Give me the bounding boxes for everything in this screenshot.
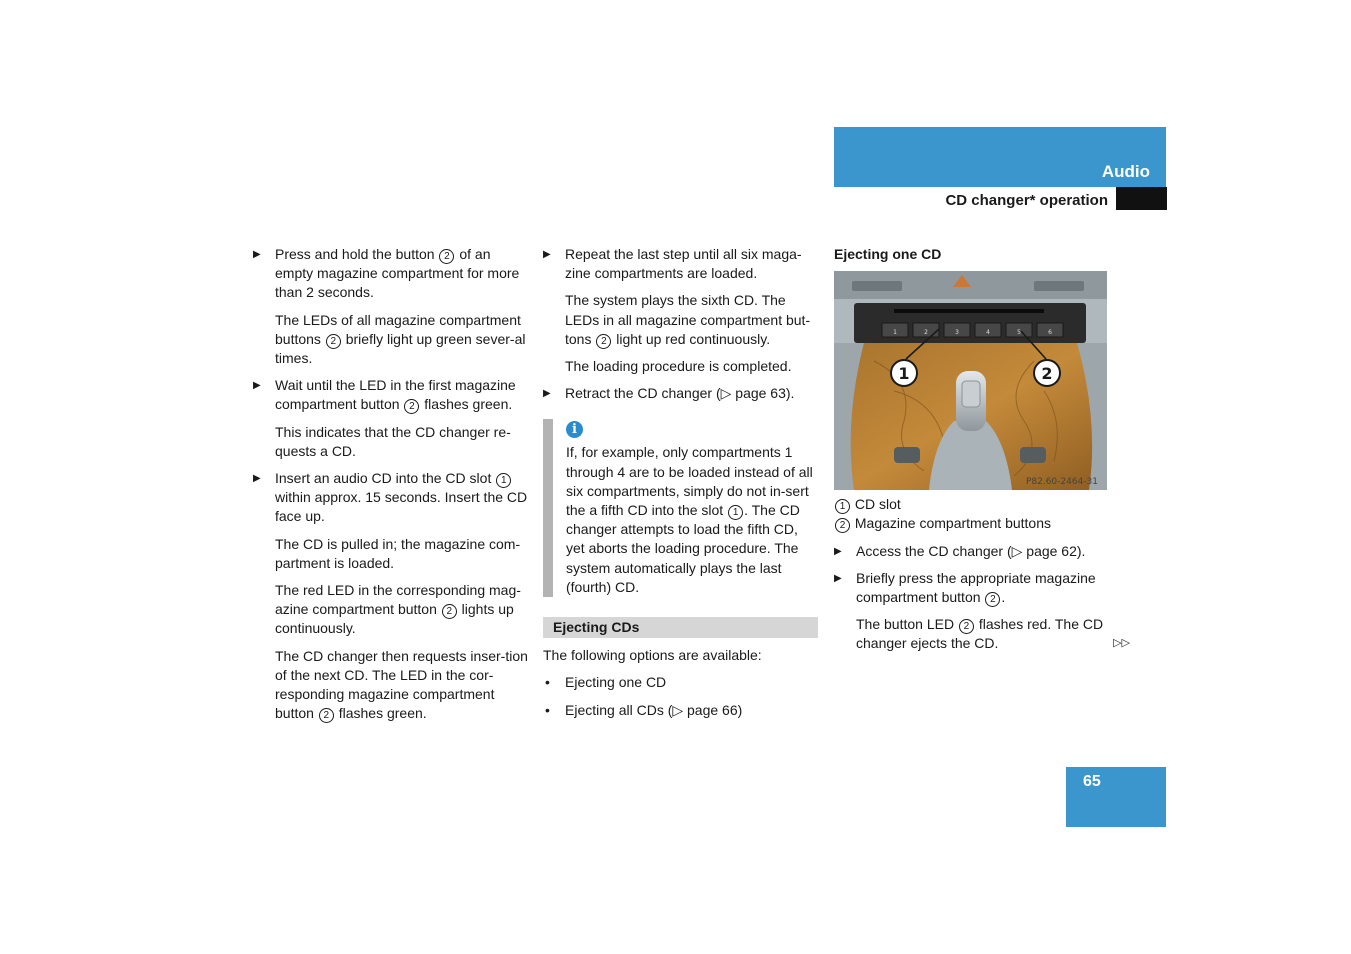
button-number-label: 6 bbox=[1048, 329, 1052, 337]
arrow-bullet-icon: ▶ bbox=[253, 473, 261, 485]
step-repeat: ▶ Repeat the last step until all six maga-zine compartments are loaded. bbox=[543, 246, 802, 282]
svg-text:2: 2 bbox=[1041, 364, 1053, 384]
cd-changer-illustration bbox=[834, 271, 1107, 490]
chapter-title: Audio bbox=[1101, 161, 1150, 181]
section-marker bbox=[1116, 187, 1167, 210]
list-item: • Ejecting all CDs (▷ page 66) bbox=[543, 701, 818, 720]
section-heading-ejecting: Ejecting CDs bbox=[543, 617, 818, 638]
button-number-label: 4 bbox=[986, 329, 990, 337]
callout-number: 2 bbox=[959, 619, 974, 634]
callout-number: 1 bbox=[496, 473, 511, 488]
paragraph: The red LED in the corresponding mag-azine compartment button 2 lights up continuously. bbox=[275, 582, 521, 637]
callout-number: 1 bbox=[835, 499, 850, 514]
arrow-bullet-icon: ▶ bbox=[543, 388, 551, 400]
callout-number: 1 bbox=[728, 505, 743, 520]
cd-changer-photo bbox=[834, 271, 1107, 490]
photo-code: P82.60-2464-31 bbox=[1025, 477, 1098, 488]
arrow-bullet-icon: ▶ bbox=[834, 545, 842, 557]
callout-number: 2 bbox=[439, 249, 454, 264]
info-box bbox=[543, 419, 818, 597]
callout-number: 2 bbox=[835, 518, 850, 533]
button-number-label: 5 bbox=[1017, 329, 1021, 337]
arrow-bullet-icon: ▶ bbox=[253, 380, 261, 392]
callout-number: 2 bbox=[319, 708, 334, 723]
paragraph: The system plays the sixth CD. The LEDs in all magazine compartment but-tons 2 light up red continuously. bbox=[565, 292, 811, 347]
button-number-label: 2 bbox=[924, 329, 928, 337]
info-icon: i bbox=[566, 421, 583, 438]
callout-number: 2 bbox=[596, 334, 611, 349]
intro-text: The following options are available: bbox=[543, 647, 762, 664]
column-middle bbox=[543, 245, 818, 728]
subheading-eject-one: Ejecting one CD bbox=[834, 246, 942, 262]
step-press-hold: ▶ Press and hold the button 2 of an empty magazine compartment for more than 2 seconds. bbox=[253, 246, 520, 301]
continue-arrow-icon: ▷▷ bbox=[1113, 637, 1130, 650]
paragraph: The CD is pulled in; the magazine com-partment is loaded. bbox=[275, 535, 521, 571]
legend-item: 1 CD slot bbox=[834, 495, 1134, 514]
step-access: ▶ Access the CD changer (▷ page 62). bbox=[834, 542, 1134, 561]
callout-number: 2 bbox=[985, 592, 1000, 607]
arrow-bullet-icon: ▶ bbox=[834, 572, 842, 584]
step-retract: ▶ Retract the CD changer (▷ page 63). bbox=[543, 384, 818, 403]
column-left bbox=[253, 245, 528, 731]
paragraph: The button LED 2 flashes red. The CD changer ejects the CD. ▷▷ bbox=[834, 615, 1106, 653]
paragraph: The CD changer then requests inser-tion of the next CD. The LED in the cor-responding magazine compartment button 2 flashes green. bbox=[275, 647, 528, 722]
svg-text:1: 1 bbox=[898, 364, 910, 384]
list-item: • Ejecting one CD bbox=[543, 673, 818, 692]
header-tab bbox=[834, 127, 1166, 187]
paragraph: The loading procedure is completed. bbox=[565, 358, 792, 375]
step-press-button: ▶ Briefly press the appropriate magazine compartment button 2 . bbox=[834, 569, 1096, 606]
button-number-label: 3 bbox=[955, 329, 959, 337]
callout-2 bbox=[1034, 360, 1060, 386]
step-insert-cd: ▶ Insert an audio CD into the CD slot 1 within approx. 15 seconds. Insert the CD face up. bbox=[253, 470, 528, 525]
step-wait-led: ▶ Wait until the LED in the first magazine compartment button 2 flashes green. bbox=[253, 377, 516, 413]
paragraph: The LEDs of all magazine compartment buttons 2 briefly light up green sever-al times. bbox=[275, 311, 526, 367]
legend-item: 2 Magazine compartment buttons bbox=[834, 514, 1134, 533]
callout-number: 2 bbox=[442, 604, 457, 619]
arrow-bullet-icon: ▶ bbox=[253, 249, 261, 260]
callout-1 bbox=[891, 360, 917, 386]
page-number-tab bbox=[1066, 767, 1166, 827]
section-title: CD changer* operation bbox=[945, 192, 1108, 209]
callout-number: 2 bbox=[404, 399, 419, 414]
arrow-bullet-icon: ▶ bbox=[543, 249, 551, 260]
paragraph: This indicates that the CD changer re-quests a CD. bbox=[275, 423, 511, 459]
page-number: 65 bbox=[1083, 773, 1101, 790]
bullet-dot-icon: • bbox=[545, 674, 550, 691]
info-text: If, for example, only compartments 1 through 4 are to be loaded instead of all six compartments, simply do not in-sert the a fifth CD into the slot 1 . The CD changer attempts to load the fifth CD, yet aborts the loading procedure. The system automatically plays the last (fourth) CD. bbox=[566, 444, 813, 595]
callout-number: 2 bbox=[326, 334, 341, 349]
column-right bbox=[834, 245, 1134, 662]
button-number-label: 1 bbox=[893, 329, 897, 337]
bullet-dot-icon: • bbox=[545, 701, 550, 718]
